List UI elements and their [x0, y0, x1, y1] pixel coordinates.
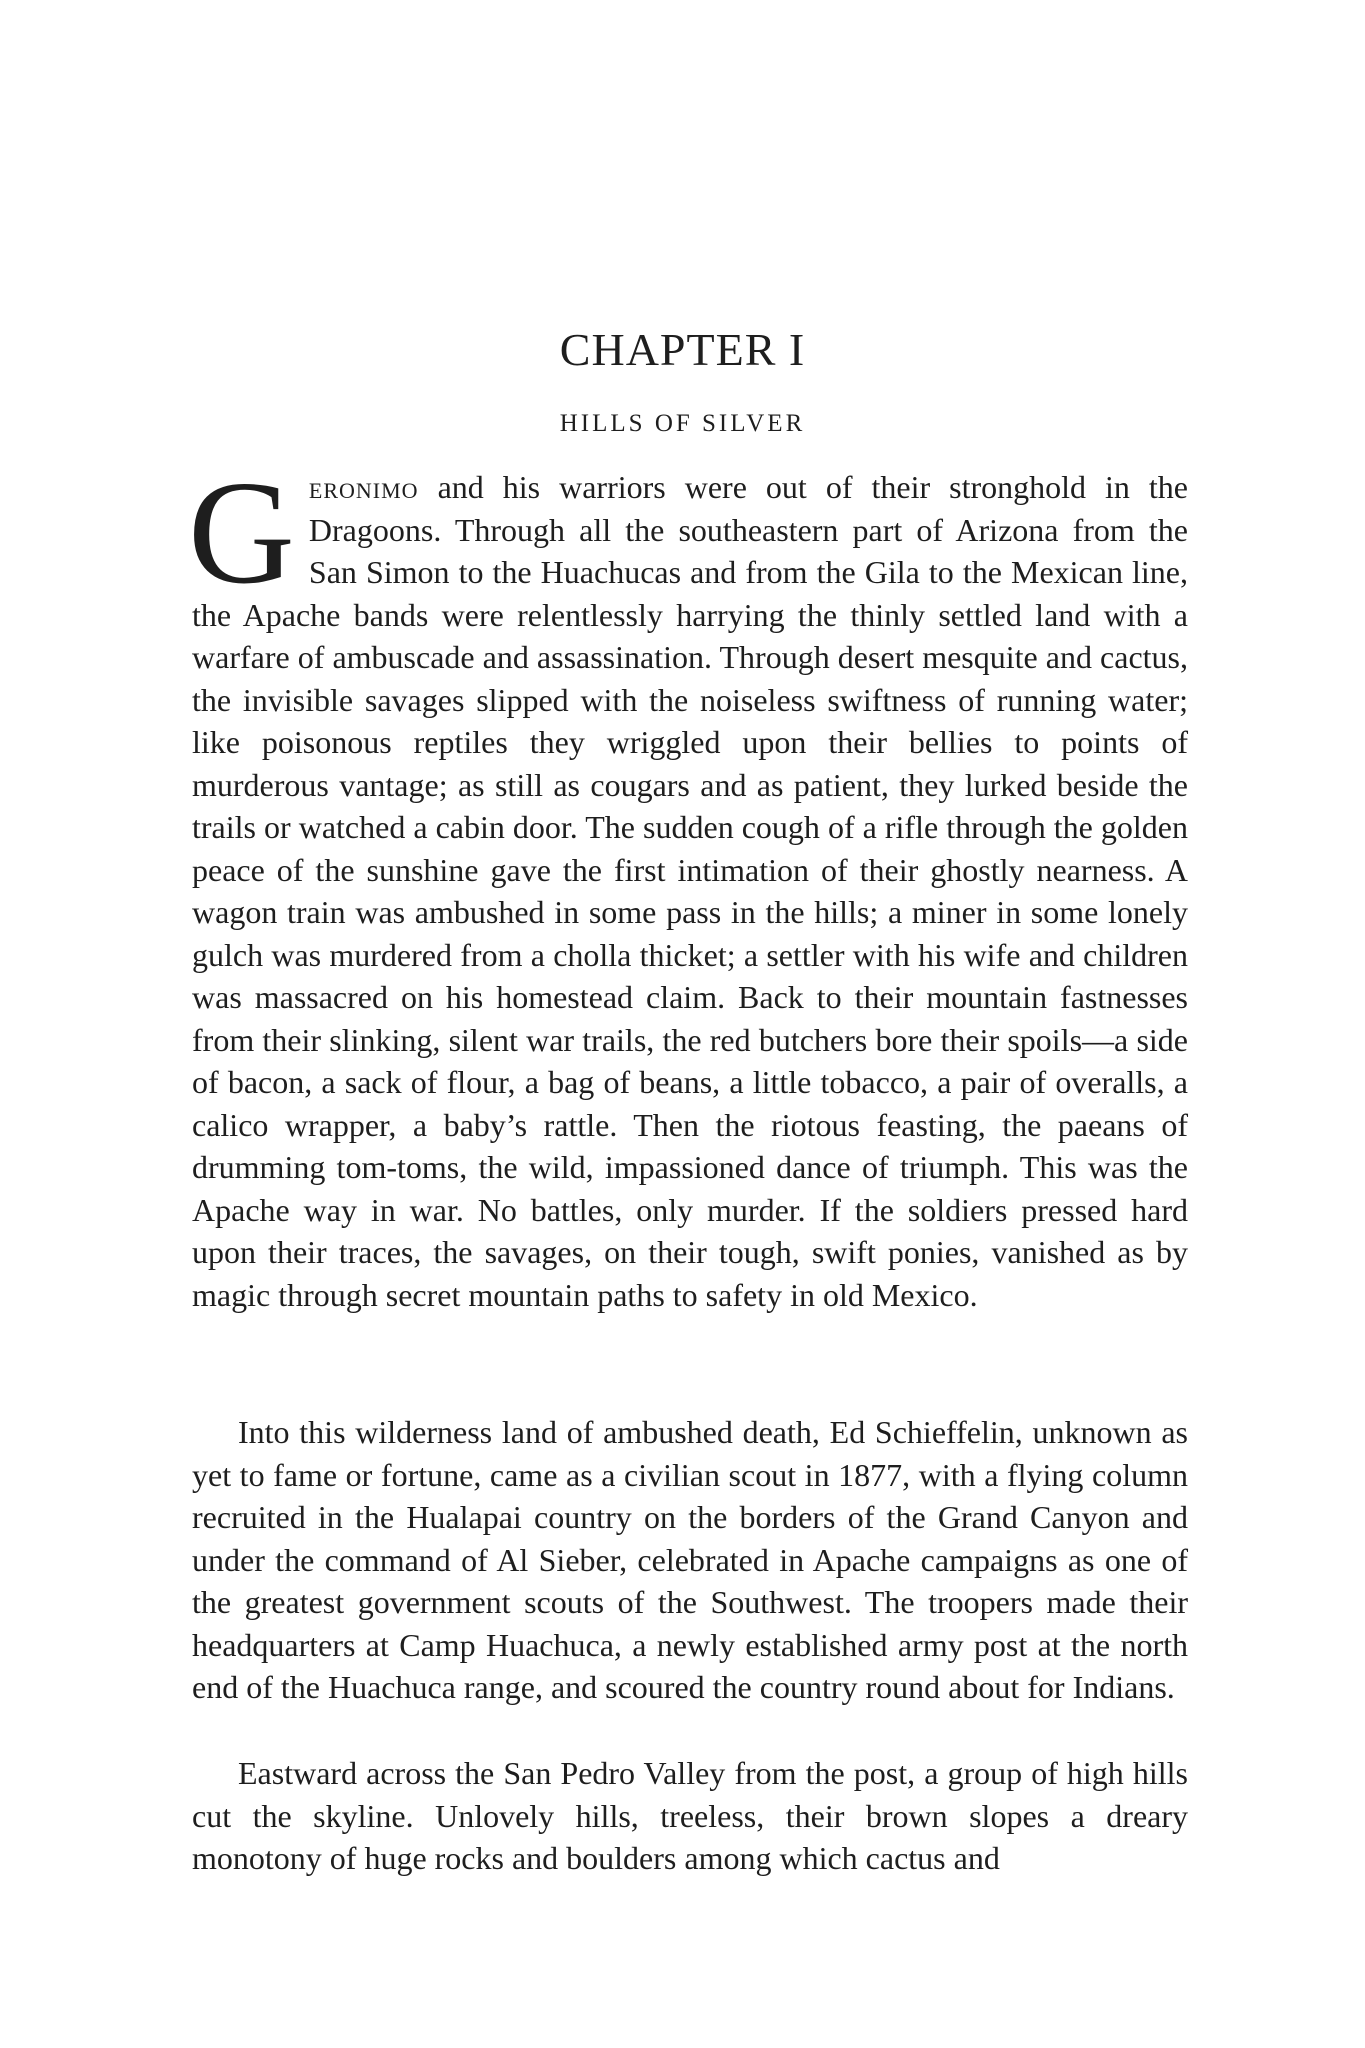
paragraph-1	[188, 451, 1188, 1316]
chapter-heading: CHAPTER I	[559, 324, 806, 375]
chapter-subtitle: HILLS OF SILVER	[559, 410, 806, 437]
paragraph-2: Into this wilderness land of ambushed death, Ed Schieffelin, unknown as yet to fame or fortune, came as a civilian scout in 1877, with a flying column recruited in the Hualapai country on the borders of the Grand Canyon and under the command of Al Sieber, celebrated in Apache campaigns as one of the greatest government scouts of the Southwest. The troopers made their headquarters at Camp Huachuca, a newly established army post at the north end of the Huachuca range, and scoured the country round about for Indians.	[192, 1414, 1188, 1705]
paragraph-3: Eastward across the San Pedro Valley from the post, a group of high hills cut the skyline. Unlovely hills, treeless, their brown slopes a dreary monotony of huge rocks and boulders among which cactus and	[192, 1755, 1188, 1876]
small-caps-lead: eronimo	[308, 469, 419, 505]
paragraph-1-text: and his warriors were out of their stronghold in the Dragoons. Through all the southeastern part of Arizona from the San Simon to the Huachucas and from the Gila to the Mexican line, the Apache bands were relentlessly harrying the thinly settled land with a warfare of ambuscade and assassination. Through desert mesquite and cactus, the invisible savages slipped with the noiseless swiftness of running water; like poisonous reptiles they wriggled upon their bellies to points of murderous vantage; as still as cougars and as patient, they lurked beside the trails or watched a cabin door. The sudden cough of a rifle through the golden peace of the sunshine gave the first intimation of their ghostly nearness. A wagon train was ambushed in some pass in the hills; a miner in some lonely gulch was murdered from a cholla thicket; a settler with his wife and children was massacred on his homestead claim. Back to their mountain fastnesses from their slinking, silent war trails, the red butchers bore their spoils—a side of bacon, a sack of flour, a bag of beans, a little tobacco, a pair of overalls, a calico wrapper, a baby’s rattle. Then the riotous feasting, the paeans of drumming tom-toms, the wild, impassioned dance of triumph. This was the Apache way in war. No battles, only murder. If the soldiers pressed hard upon their traces, the savages, on their tough, swift ponies, vanished as by magic through secret mountain paths to safety in old Mexico.	[192, 469, 1188, 1313]
drop-cap: G	[188, 451, 295, 615]
